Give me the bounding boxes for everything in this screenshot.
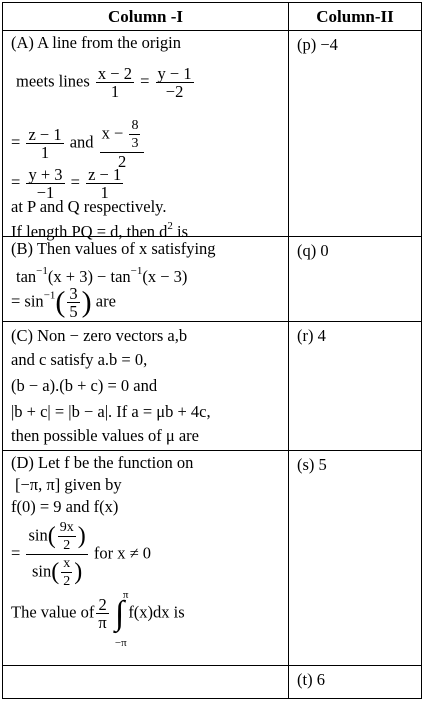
fraction: $\frac{z - 1}{1}$ (28, 125, 62, 162)
column-2-cell (289, 31, 422, 237)
fraction: $\frac{y - 1}{-2}$ (157, 64, 192, 101)
integral-sign: ∫ π −π (114, 588, 129, 649)
fraction: $\frac{x - 2}{1}$ (97, 64, 132, 101)
table-row (3, 322, 422, 451)
header-row (3, 3, 422, 31)
row-c-line-3: (b − a).(b + c) = 0 and (11, 376, 158, 395)
option-r: (r) 4 (297, 326, 326, 345)
matching-table (2, 2, 422, 699)
row-c-line-2: and c satisfy a.b = 0, (11, 350, 148, 369)
option-s: (s) 5 (297, 455, 327, 474)
table-row (3, 237, 422, 322)
fraction: sin( $\frac{9x}{2}$ ) sin( $\frac{x}{2}$ ) (28, 520, 86, 589)
row-b-line-2: $\tan^{-1}(x + 3) - \tan^{-1}(x - 3)$ (16, 265, 188, 286)
option-p: (p) −4 (297, 35, 338, 54)
table-row (3, 451, 422, 666)
column-2-cell (289, 237, 422, 322)
row-d-line-2: [−π, π] given by (15, 475, 122, 494)
row-d-line-4: = sin( $\frac{9x}{2}$ ) sin( $\frac{x}{2}$ ) for x ≠ 0 (11, 520, 151, 589)
row-c-line-5: then possible values of μ are (11, 426, 200, 445)
column-2-cell (289, 322, 422, 451)
row-d-line-3: f(0) = 9 and f(x) (11, 497, 119, 516)
row-b-line-3: = $\sin^{-1}$( $\frac{3}{5}$ ) are (11, 284, 116, 321)
column-1-cell (3, 666, 289, 699)
fraction: $\frac{y + 3}{-1}$ (28, 165, 63, 202)
row-a-line-2: meets lines $\frac{x - 2}{1}$ = $\frac{y - 1}{-2}$ (16, 64, 192, 101)
row-d-line-1: (D) Let f be the function on (11, 453, 194, 472)
fraction: $\frac{z - 1}{1}$ (88, 165, 122, 202)
column-1-cell (3, 322, 289, 451)
table-row (3, 666, 422, 699)
option-q: (q) 0 (297, 241, 329, 260)
row-d-line-5: The value of $\frac{2}{\pi}$ ∫ π −π f(x)dx is (11, 588, 185, 649)
row-a-line-5: at P and Q respectively. (11, 197, 167, 216)
row-c-line-1: (C) Non − zero vectors a,b (11, 326, 188, 345)
column-2-cell (289, 666, 422, 699)
column-2-cell (289, 451, 422, 666)
column-1-cell (3, 31, 289, 241)
row-a-line-6: If length PQ = d, then $d^2$ is (11, 220, 189, 241)
row-a-line-4: = $\frac{y + 3}{-1}$ = $\frac{z - 1}{1}$ (11, 165, 122, 202)
row-a-line-3: = $\frac{z - 1}{1}$ and x − $\frac{8}{3}$ 2 (11, 117, 146, 170)
column-1-cell (3, 451, 289, 666)
column-2-header: Column-II (289, 3, 422, 31)
row-a-line-1: (A) A line from the origin (11, 33, 182, 52)
option-t: (t) 6 (297, 670, 325, 689)
table-row (3, 31, 422, 237)
column-1-cell (3, 237, 289, 322)
fraction: x − $\frac{8}{3}$ 2 (100, 117, 145, 170)
column-1-header: Column -I (3, 3, 289, 31)
row-c-line-4: |b + c| = |b − a|. If a = μb + 4c, (11, 402, 211, 421)
row-b-line-1: (B) Then values of x satisfying (11, 239, 216, 258)
